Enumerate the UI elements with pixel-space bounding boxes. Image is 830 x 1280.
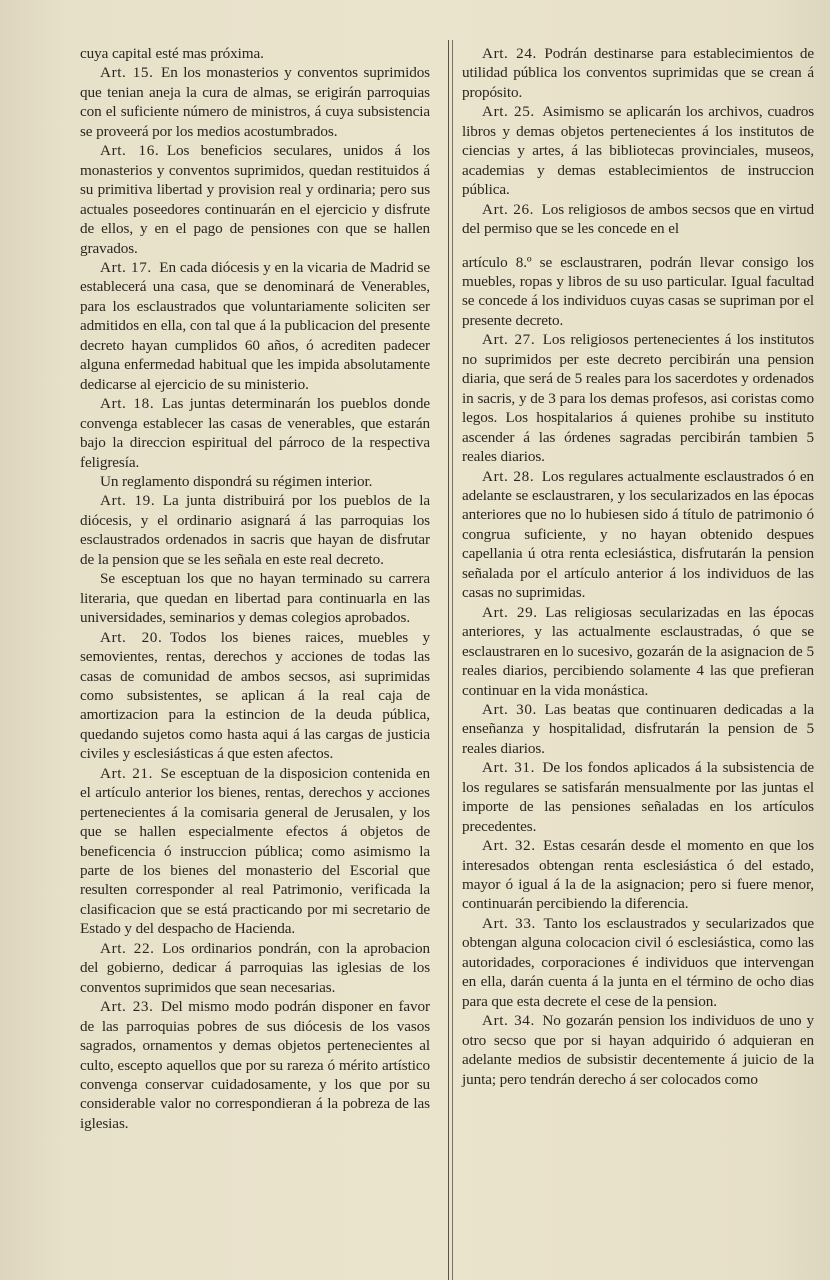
right-paragraph <box>462 330 814 466</box>
article-number: Art. 25. <box>482 103 535 121</box>
article-text: Las beatas que continuaren dedicadas a la enseñanza y hospitalidad, disfrutarán la pension de 5 reales diarios. <box>462 700 815 757</box>
article-text: En cada diócesis y en la vicaria de Madrid se establecerá una casa, que se denominará de Venerables, para los esclaustrados que voluntariamente soliciten ser admitidos en ella, con tal que á la publicacion del presente decreto hayan cumplidos 60 años, ó acrediten padecer alguna enfermedad habitual que les impida absolutamente dedicarse al ejercicio de su ministerio. <box>80 258 431 393</box>
left-paragraph <box>80 141 430 258</box>
article-number: Art. 27. <box>482 331 536 349</box>
right-paragraph <box>462 914 814 1011</box>
article-text: Las juntas determinarán los pueblos donde convenga establecer las casas de venerables, que estarán bajo la direccion espiritual del párroco de la respectiva feligresía. <box>80 395 431 471</box>
left-paragraph <box>80 569 430 627</box>
article-text: Podrán destinarse para establecimientos de utilidad pública los conventos suprimidas que se crean á propósito. <box>462 45 814 101</box>
article-text: Un reglamento dispondrá su régimen interior. <box>100 472 373 490</box>
left-paragraph <box>80 491 430 569</box>
article-number: Art. 30. <box>482 700 537 718</box>
right-paragraph <box>462 758 814 836</box>
left-paragraph <box>80 63 430 141</box>
left-paragraph <box>80 472 430 491</box>
right-paragraph <box>462 836 814 914</box>
article-text: cuya capital esté mas próxima. <box>80 45 264 62</box>
article-number: Art. 33. <box>482 914 536 932</box>
article-number: Art. 28. <box>482 467 535 485</box>
article-number: Art. 16. <box>100 142 160 160</box>
article-text: Los religiosos de ambos secsos que en virtud del permiso que se les concede en el <box>462 200 815 238</box>
left-paragraph <box>80 258 430 394</box>
article-text: La junta distribuirá por los pueblos de la diócesis, y el ordinario asignará á las parroquias los esclaustrados ordenados in sacris que hayan de disfrutar de la pension que se les señala en este real decreto. <box>80 492 431 568</box>
right-paragraph <box>462 1011 814 1089</box>
article-text: Asimismo se aplicarán los archivos, cuadros libros y demas objetos pertenecientes á los institutos de ciencias y artes, á las bibliotecas provinciales, museos, academias y demas establecimientos de instruccion pública. <box>462 103 815 199</box>
article-number: Art. 26. <box>482 200 535 218</box>
article-text: Los religiosos pertenecientes á los institutos no suprimidos per este decreto percibirán una pension diaria, que será de 5 reales para los sacerdotes y ordenados in sacris, y de 3 para los demas profesos, asi coristas como legos. Los hospitalarios á quienes prohibe su instituto ascender á las órdenes sagradas percibirán tambien 5 reales diarios. <box>462 331 814 466</box>
article-number: Art. 18. <box>100 395 155 413</box>
article-number: Art. 31. <box>482 759 536 777</box>
right-paragraph <box>462 700 814 758</box>
article-text: Los ordinarios pondrán, con la aprobacion del gobierno, dedicar á parroquias las iglesias de los conventos suprimidos que sean necesarias. <box>80 939 430 996</box>
article-text: Los regulares actualmente esclaustrados ó en adelante se esclaustraren, y los secularizados en las épocas anteriores que no lo hubiesen sido á título de patrimonio ó congrua suficiente, y no hayan obtenido despues capellania ú otra renta eclesiástica, disfrutarán la pension señalada por el artículo anterior á los individuos de las casas no suprimidas. <box>462 467 815 602</box>
article-number: Art. 17. <box>100 258 152 276</box>
article-text: Los beneficios seculares, unidos á los monasterios y conventos suprimidos, quedan restituidos á su primitiva libertad y provision real y ordinaria; pero sus actuales poseedores continuarán en el ejercicio y disfrute de ellos, y en el pago de pensiones con que se hallen gravados. <box>80 142 430 257</box>
article-number: Art. 24. <box>482 45 537 62</box>
article-text: En los monasterios y conventos suprimidos que tenian aneja la cura de almas, se erigirán parroquias con el suficiente número de ministros, á cuya subsistencia se proveerá por los medios acostumbrados. <box>80 64 430 140</box>
right-paragraph <box>462 200 814 239</box>
left-paragraph <box>80 44 430 63</box>
article-text: No gozarán pension los individuos de uno y otro secso que por si hayan adquirido ó adquieran en adelante medios de subsistir decentemente á juicio de la junta; pero tendrán derecho á ser colocados como <box>462 1012 814 1088</box>
left-paragraph <box>80 628 430 764</box>
article-text: Todos los bienes raices, muebles y semovientes, rentas, derechos y acciones de todas las casas de comunidad de ambos secsos, asi suprimidas como subsistentes, se aplican á la real caja de amortizacion para la estincion de la deuda pública, quedando sujetos como hasta aqui á las cargas de justicia civiles y esclesiásticas á que esten afectos. <box>80 628 431 763</box>
article-text: De los fondos aplicados á la subsistencia de los regulares se satisfarán mensualmente por las juntas el importe de las pensiones señaladas en los artículos precedentes. <box>462 759 814 835</box>
left-paragraph <box>80 394 430 472</box>
article-number: Art. 22. <box>100 939 155 957</box>
column-divider-rule <box>448 40 449 1280</box>
right-paragraph <box>462 467 814 603</box>
right-paragraph <box>462 603 814 700</box>
left-paragraph <box>80 764 430 939</box>
column-divider-rule-inner <box>452 40 453 1280</box>
right-text-column <box>462 44 814 1089</box>
article-text: artículo 8.º se esclaustraren, podrán llevar consigo los muebles, ropas y libros de su uso particular. Igual facultad se concede á los individuos cuyas casas se supriman por el presente decreto. <box>462 253 814 329</box>
article-number: Art. 19. <box>100 492 156 510</box>
right-paragraph <box>462 44 814 102</box>
left-paragraph <box>80 997 430 1133</box>
article-number: Art. 32. <box>482 837 536 855</box>
left-text-column <box>80 44 430 1133</box>
right-paragraph <box>462 253 814 331</box>
article-text: Las religiosas secularizadas en las épocas anteriores, y las actualmente esclaustradas, ó que se esclaustraren en lo sucesivo, gozarán de la asignacion de 5 reales diarios, percibiendo solamente 4 las que prefieran continuar en la vida monástica. <box>462 603 814 699</box>
article-text: Del mismo modo podrán disponer en favor de las parroquias pobres de sus diócesis de los vasos sagrados, ornamentos y demas objetos pertenecientes al culto, escepto aquellos que por su rareza ó mérito artístico convenga conservar cuidadosamente, y los que por su considerable valor no correspondieran á la pobreza de las iglesias. <box>80 998 430 1132</box>
left-paragraph <box>80 939 430 997</box>
article-number: Art. 29. <box>482 603 538 621</box>
article-text: Estas cesarán desde el momento en que los interesados obtengan renta esclesiástica ó del estado, mayor ó igual á la de la asignacion; pero si fuere menor, continuarán percibiendo la diferencia. <box>462 837 815 913</box>
article-number: Art. 15. <box>100 64 154 82</box>
right-paragraph <box>462 102 814 199</box>
article-number: Art. 23. <box>100 998 154 1016</box>
article-text: Se esceptuan de la disposicion contenida en el artículo anterior los bienes, rentas, derechos y acciones pertenecientes á la comisaria general de Jerusalen, y los que se hallen especialmente efectos á objetos de beneficencia ó instruccion pública; como asimismo la parte de los bienes del monasterio del Escorial que resulten corresponder al real Patrimonio, verificada la clasificacion que se está practicando por mi secretario de Estado y del despacho de Hacienda. <box>80 764 431 938</box>
article-text: Tanto los esclaustrados y secularizados que obtengan alguna colocacion civil ó esclesiástica, como las autoridades, corporaciones é individuos que intervengan en ella, darán cuenta á la junta en el término de ocho dias para que esta decrete el cese de la pension. <box>462 914 815 1010</box>
article-number: Art. 21. <box>100 764 153 782</box>
article-number: Art. 34. <box>482 1012 535 1030</box>
article-text: Se esceptuan los que no hayan terminado su carrera literaria, que quedan en libertad para continuarla en las universidades, seminarios y demas colegios aprobados. <box>80 570 430 627</box>
article-number: Art. 20. <box>100 628 163 646</box>
